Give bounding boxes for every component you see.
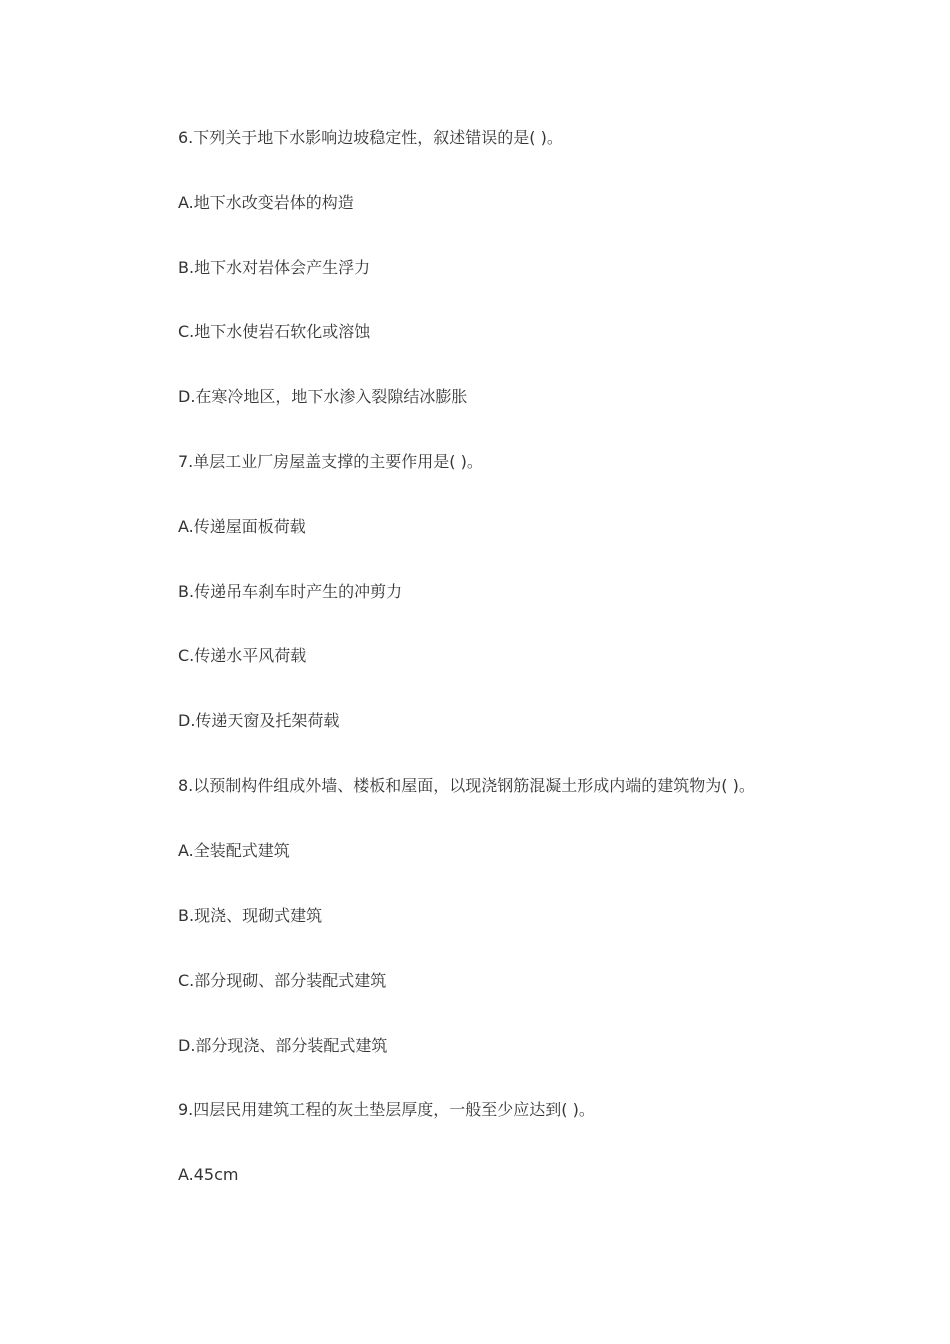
question-8-option-a: A.全装配式建筑 [178, 841, 290, 860]
question-8-stem: 8.以预制构件组成外墙、楼板和屋面，以现浇钢筋混凝土形成内端的建筑物为( )。 [178, 776, 755, 795]
question-6-stem: 6.下列关于地下水影响边坡稳定性，叙述错误的是( )。 [178, 128, 563, 147]
question-6-option-c: C.地下水使岩石软化或溶蚀 [178, 322, 371, 341]
question-7-option-b: B.传递吊车刹车时产生的冲剪力 [178, 582, 403, 601]
question-9-option-a: A.45cm [178, 1165, 239, 1184]
question-8-option-b: B.现浇、现砌式建筑 [178, 906, 323, 925]
question-7-option-c: C.传递水平风荷载 [178, 646, 307, 665]
question-6-option-b: B.地下水对岩体会产生浮力 [178, 258, 371, 277]
question-7-option-a: A.传递屋面板荷载 [178, 517, 306, 536]
question-7-option-d: D.传递天窗及托架荷载 [178, 711, 340, 730]
question-8-option-c: C.部分现砌、部分装配式建筑 [178, 971, 387, 990]
question-6-option-a: A.地下水改变岩体的构造 [178, 193, 354, 212]
question-8-option-d: D.部分现浇、部分装配式建筑 [178, 1036, 388, 1055]
question-7-stem: 7.单层工业厂房屋盖支撑的主要作用是( )。 [178, 452, 483, 471]
question-6-option-d: D.在寒冷地区，地下水渗入裂隙结冰膨胀 [178, 387, 468, 406]
question-9-stem: 9.四层民用建筑工程的灰土垫层厚度，一般至少应达到( )。 [178, 1100, 595, 1119]
